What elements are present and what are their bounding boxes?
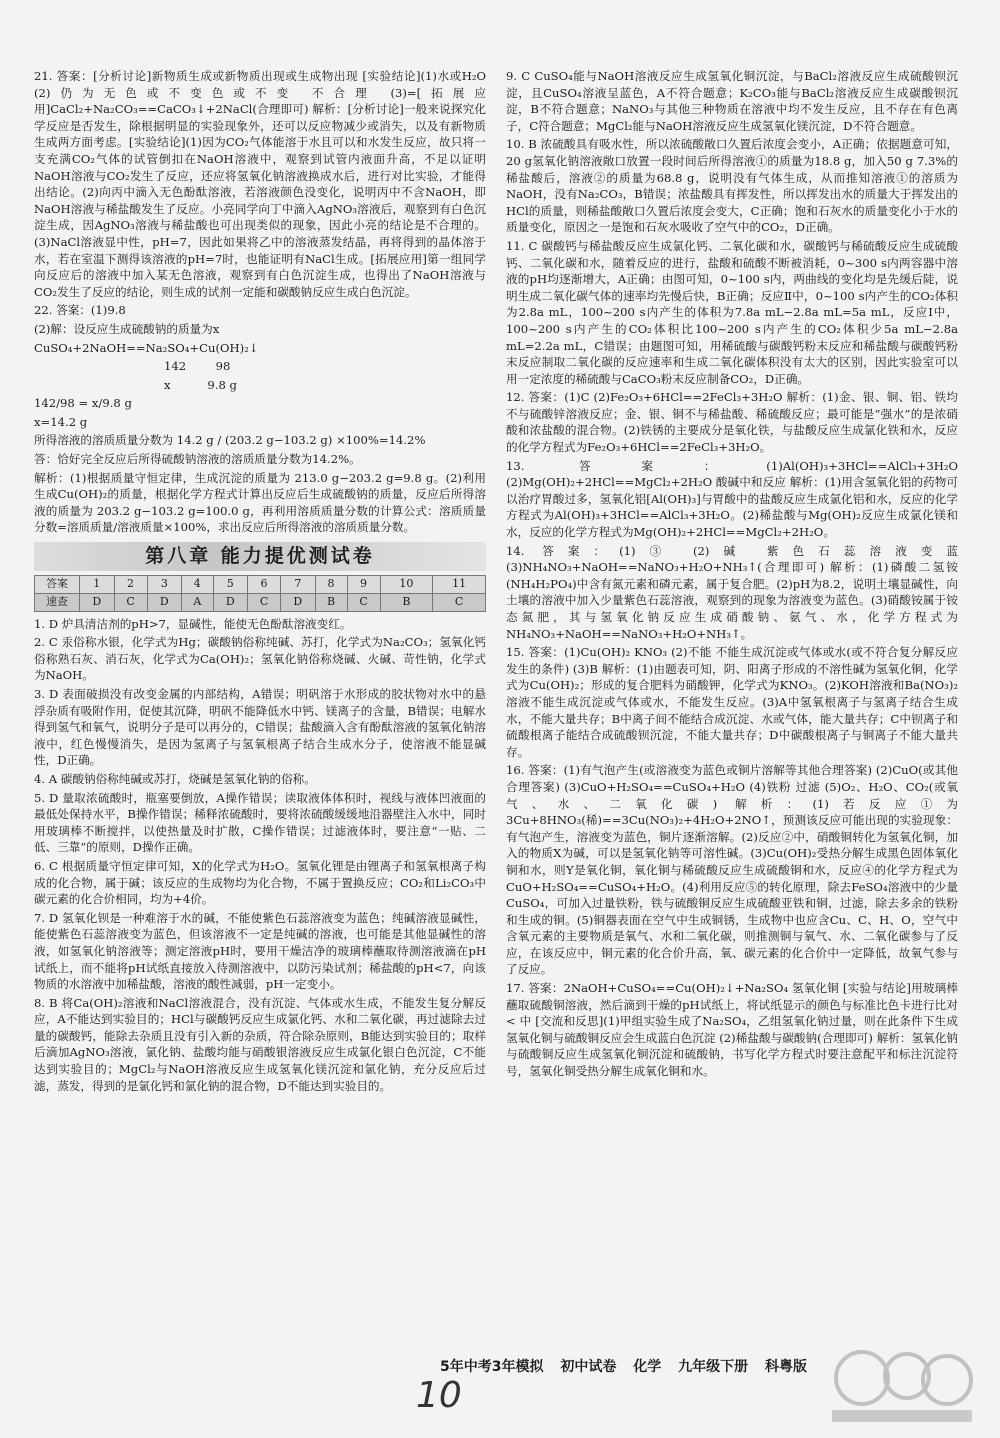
grid-ans: D xyxy=(147,593,182,611)
grid-num: 9 xyxy=(347,575,380,593)
q22-unknown-row: x 9.8 g xyxy=(164,377,237,392)
q16-answer: 16. 答案：(1)有气泡产生(或溶液变为蓝色或铜片溶解等其他合理答案) (2)CuO(或其他合理答案) (3)CuO+H₂SO₄==CuSO₄+H₂O (4)铁粉 过滤 (5)O₂、H₂O、CO₂(或氧气、水、二氧化碳) 解析：(1)若反应①为3Cu+8HNO₃(稀)==3Cu(NO₃)₂+4H₂O+2NO↑，预测该反应可能出现的实验现象：有气泡产生，溶液变为蓝色，铜片逐渐溶解。(2)反应②中，硝酸铜转化为氢氧化铜，加入的物质X为碱，可以是氢氧化钠等可溶性碱。(3)Cu(OH)₂受热分解生成黑色固体氧化铜和水，则Y是氧化铜，氧化铜与稀硫酸反应生成硫酸铜和水，反应④的化学方程式为CuO+H₂SO₄==CuSO₄+H₂O。(4)利用反应⑤的转化原理，除去FeSO₄溶液中的少量CuSO₄，可加入过量铁粉，铁与硫酸铜反应生成硫酸亚铁和铜，过滤，除去多余的铁粉和生成的铜。(5)铜器表面在空气中生成铜锈，生成物中也应含Cu、C、H、O，空气中含氧元素的主要物质是氧气、水和二氧化碳，则推测铜与氧气、水、二氧化碳参与了反应，在该反应中，铜元素的化合价升高，氧、碳元素的化合价中一定降低，故氧气参与了反应。 xyxy=(506,763,958,977)
q22-answer: 22. 答案：(1)9.8 xyxy=(34,303,126,318)
grid-num: 7 xyxy=(281,575,316,593)
q22-explanation: 解析：(1)根据质量守恒定律，生成沉淀的质量为 213.0 g−203.2 g=9.8 g。(2)利用生成Cu(OH)₂的质量，根据化学方程式计算出反应后生成硫酸钠的质量，反应后所得溶液的质量为 203.2 g−103.2 g=100.0 g，再利用溶质质量分数的计算公式：溶质质量分数=溶质质量/溶液质量×100%，求出反应后所得溶液的溶质质量分数。 xyxy=(34,470,486,535)
q4-answer: 4. A 碳酸钠俗称纯碱或苏打，烧碱是氢氧化钠的俗称。 xyxy=(34,771,316,786)
q9-answer: 9. C CuSO₄能与NaOH溶液反应生成氢氧化铜沉淀，与BaCl₂溶液反应生成硫酸钡沉淀，且CuSO₄溶液呈蓝色，A不符合题意；K₂CO₃能与BaCl₂溶液反应生成碳酸钡沉淀，B不符合题意；NaNO₃与其他三种物质在溶液中均不发生反应，且不存在有色离子，C符合题意；MgCl₂能与NaOH溶液反应生成氢氧化镁沉淀，D不符合题意。 xyxy=(506,69,958,133)
q22-setup: (2)解：设反应生成硫酸钠的质量为x xyxy=(34,321,220,336)
q14-answer: 14. 答案：(1)③ (2)碱 紫色石蕊溶液变蓝 (3)NH₄NO₃+NaOH==NaNO₃+H₂O+NH₃↑(合理即可) 解析：(1)磷酸二氢铵(NH₄H₂PO₄)中含有氮元素和磷元素，属于复合肥。(2)pH为8.2，说明土壤显碱性，向土壤的溶液中加入少量紫色石蕊溶液，观察到的现象为溶液变为蓝色。(3)硝酸铵属于铵态氮肥，其与氢氧化钠反应生成硝酸钠、氨气、水，化学方程式为NH₄NO₃+NaOH==NaNO₃+H₂O+NH₃↑。 xyxy=(506,543,958,641)
q22-equation: CuSO₄+2NaOH==Na₂SO₄+Cu(OH)₂↓ xyxy=(34,340,259,355)
grid-ans: C xyxy=(347,593,380,611)
grid-ans: D xyxy=(80,593,115,611)
left-column xyxy=(34,68,486,1096)
grid-num: 4 xyxy=(182,575,213,593)
q3-answer: 3. D 表面破损没有改变金属的内部结构，A错误；明矾溶于水形成的胶状物对水中的悬浮杂质有吸附作用，促使其沉降，明矾不能降低水中钙、镁离子的含量，B错误；电解水得到氢气和氧气，说明分子是可以再分的，C错误；盐酸滴入含有酚酞溶液的氢氧化钠溶液中，红色慢慢消失，是因为氢离子与氢氧根离子结合生成水分子，使溶液不能显碱性，D正确。 xyxy=(34,687,486,768)
q6-answer: 6. C 根据质量守恒定律可知，X的化学式为H₂O。氢氧化锂是由锂离子和氢氧根离子构成的化合物，属于碱；该反应的生成物均为化合物，不属于置换反应；CO₂和Li₂CO₃中碳元素的化合价相同，均为+4价。 xyxy=(34,858,486,907)
q7-answer: 7. D 氢氧化钡是一种难溶于水的碱，不能使紫色石蕊溶液变为蓝色；纯碱溶液显碱性，能使紫色石蕊溶液变为蓝色，但该溶液不一定是纯碱的溶液，也可能是其他显碱性的溶液，如氢氧化钠溶液等；测定溶液pH时，要用干燥洁净的玻璃棒蘸取待测溶液滴在pH试纸上，而不能将pH试纸直接放入待测溶液中，以防污染试剂；稀盐酸的pH<7，向该物质的水溶液中加稀盐酸，溶液的酸性减弱，pH一定变小。 xyxy=(34,910,486,992)
q13-answer: 13. 答案：(1)Al(OH)₃+3HCl==AlCl₃+3H₂O (2)Mg(OH)₂+2HCl==MgCl₂+2H₂O 酸碱中和反应 解析：(1)用含氢氧化铝的药物可以治疗胃酸过多，氢氧化铝[Al(OH)₃]与胃酸中的盐酸反应生成氯化铝和水，反应的化学方程式为Al(OH)₃+3HCl==AlCl₃+3H₂O。(2)稀盐酸与Mg(OH)₂反应生成氯化镁和水，反应的化学方程式为Mg(OH)₂+2HCl==MgCl₂+2H₂O。 xyxy=(506,458,958,540)
grid-num: 8 xyxy=(315,575,347,593)
footer-subject: 化学 xyxy=(633,1359,662,1375)
q22-fraction: 所得溶液的溶质质量分数为 14.2 g / (203.2 g−103.2 g) ×100%=14.2% xyxy=(34,433,426,448)
grid-ans: C xyxy=(433,593,486,611)
q22-ratio: 142/98 = x/9.8 g xyxy=(34,396,132,411)
grid-num: 1 xyxy=(80,575,115,593)
q8-answer: 8. B 将Ca(OH)₂溶液和NaCl溶液混合，没有沉淀、气体或水生成，不能发生复分解反应，A不能达到实验目的；HCl与碳酸钙反应生成氯化钙、水和二氧化碳，再过滤除去过量的碳酸钙，能除去杂质且没有引入新的杂质，符合除杂原则，B能达到实验目的；取样后滴加AgNO₃溶液，氯化钠、盐酸均能与硝酸银溶液反应生成氯化银白色沉淀，C不能达到实验目的；MgCl₂与NaOH溶液反应生成氢氧化镁沉淀和氯化钠，充分反应后过滤，蒸发，得到的是氯化钙和氯化钠的混合物，D不能达到实验目的。 xyxy=(34,995,486,1093)
footer-edition: 科粤版 xyxy=(764,1359,807,1375)
q1-answer: 1. D 炉具清洁剂的pH>7，显碱性，能使无色酚酞溶液变红。 xyxy=(34,616,352,631)
answer-grid xyxy=(34,575,486,612)
grid-num: 6 xyxy=(248,575,281,593)
grid-label-check: 速查 xyxy=(35,593,80,611)
page-number: 10 xyxy=(416,1375,462,1416)
grid-num: 5 xyxy=(213,575,248,593)
grid-num: 11 xyxy=(433,575,486,593)
right-column xyxy=(506,68,958,1082)
q5-answer: 5. D 量取浓硫酸时，瓶塞要倒放，A操作错误；读取液体体积时，视线与液体凹液面的最低处保持水平，B操作错误；稀释浓硫酸时，要将浓硫酸缓缓地沿器壁注入水中，同时用玻璃棒不断搅拌，以使热量及时扩散，C操作错误；过滤液体时，要注意“一贴、二低、三靠”的原则，D操作正确。 xyxy=(34,790,486,855)
grid-num: 3 xyxy=(147,575,182,593)
q15-answer: 15. 答案：(1)Cu(OH)₂ KNO₃ (2)不能 不能生成沉淀或气体或水(或不符合复分解反应发生的条件) (3)B 解析：(1)由题表可知，阴、阳离子形成的不溶性碱为氢氧化铜，化学式为Cu(OH)₂；形成的复合肥料为硝酸钾，化学式为KNO₃。(2)KOH溶液和Ba(NO₃)₂溶液不能生成沉淀或气体或水，不能发生反应。(3)A中氢氧根离子与氢离子结合生成水，不能大量共存；B中离子间不能结合成沉淀、水或气体，能大量共存；C中钡离子和硫酸根离子能结合成硫酸钡沉淀，不能大量共存；D中碳酸根离子与铜离子不能大量共存。 xyxy=(506,645,958,759)
grid-ans: D xyxy=(213,593,248,611)
q22-conclusion: 答：恰好完全反应后所得硫酸钠溶液的溶质质量分数为14.2%。 xyxy=(34,452,361,467)
q11-answer: 11. C 碳酸钙与稀盐酸反应生成氯化钙、二氧化碳和水，碳酸钙与稀硫酸反应生成硫酸钙、二氧化碳和水，随着反应的进行，盐酸和硫酸不断被消耗，0~300 s内两容器中溶液的pH均逐渐增大，A正确；由图可知，0~100 s内，两曲线的变化均是先缓后陡，说明生成二氧化碳气体的速率均先慢后快，B正确；反应Ⅱ中，0~100 s内产生的CO₂体积为2.8a mL，100~200 s内产生的体积为7.8a mL−2.8a mL=5a mL，反应Ⅰ中，100~200 s内产生的CO₂体积比100~200 s内产生的CO₂体积少5a mL−2.8a mL=2.2a mL，C错误；由题图可知，用稀硫酸与碳酸钙粉末反应和稀盐酸与碳酸钙粉末反应制取二氧化碳的反应速率和生成二氧化碳体积没有太大的区别，因此实验室可以用一定浓度的稀硫酸与CaCO₃粉末反应制备CO₂，D正确。 xyxy=(506,238,958,386)
chapter-heading: 第八章 能力提优测试卷 xyxy=(34,542,486,571)
q22-result: x=14.2 g xyxy=(34,414,88,429)
q2-answer: 2. C 汞俗称水银，化学式为Hg；碳酸钠俗称纯碱、苏打，化学式为Na₂CO₃；氢氧化钙俗称熟石灰、消石灰，化学式为Ca(OH)₂；氢氧化钠俗称烧碱、火碱、苛性钠，化学式为NaOH。 xyxy=(34,635,486,683)
footer-grade: 九年级下册 xyxy=(678,1359,749,1375)
grid-ans: D xyxy=(281,593,316,611)
grid-ans: C xyxy=(248,593,281,611)
grid-ans: C xyxy=(114,593,147,611)
grid-label-answer: 答案 xyxy=(35,575,80,593)
watermark-logo-icon xyxy=(822,1338,982,1428)
grid-ans: B xyxy=(315,593,347,611)
grid-num: 2 xyxy=(114,575,147,593)
grid-ans: A xyxy=(182,593,213,611)
q10-answer: 10. B 浓硫酸具有吸水性，所以浓硫酸敞口久置后浓度会变小，A正确；依据题意可知，20 g氢氧化钠溶液敞口放置一段时间后所得溶液①的质量为18.8 g，加入50 g 7.3%的稀盐酸后，溶液②的质量为68.8 g，说明没有气体生成，从而推知溶液①的溶质为NaOH，没有Na₂CO₃，B错误；浓盐酸具有挥发性，所以挥发出水的质量大于挥发出的HCl的质量，则稀盐酸敞口久置后浓度会变大，C正确；饱和石灰水的质量变化小于水的质量变化，原因之一是饱和石灰水吸收了空气中的CO₂，D正确。 xyxy=(506,137,958,235)
q12-answer: 12. 答案：(1)C (2)Fe₂O₃+6HCl==2FeCl₃+3H₂O 解析：(1)金、银、铜、铝、铁均不与硫酸锌溶液反应；金、银、铜不与稀盐酸、稀硫酸反应；最可能是“强水”的是浓硝酸和浓盐酸的混合物。(2)铁锈的主要成分是氧化铁，与盐酸反应生成氯化铁和水，反应的化学方程式为Fe₂O₃+6HCl==2FeCl₃+3H₂O。 xyxy=(506,390,958,455)
q21-answer: 21. 答案：[分析讨论]新物质生成或新物质出现或生成物出现 [实验结论](1)水或H₂O (2)仍为无色或不变色或不变 不合理 (3)=[拓展应用]CaCl₂+Na₂CO₃==CaCO₃↓+2NaCl(合理即可) 解析：[分析讨论]一般来说探究化学反应是否发生，除根据明显的实验现象外，还可以反应物减少或消失，以及有新物质生成两方面考虑。[实验结论](1)因为CO₂气体能溶于水且可以和水发生反应，故只将一支充满CO₂气体的试管倒扣在NaOH溶液中，观察到试管内液面升高，不足以证明NaOH溶液与CO₂发生了反应，还应将氢氧化钠溶液换成水后，进行对比实验，才能得出结论。(2)向丙中滴入无色酚酞溶液，若溶液颜色没变化，说明丙中不含NaOH，即NaOH溶液与稀盐酸发生了反应。小亮同学向丁中滴入AgNO₃溶液后，观察到有白色沉淀生成，因AgNO₃溶液与稀盐酸也可出现类似的现象，因此小亮的结论是不合理的。(3)NaCl溶液显中性，pH=7，因此如果将乙中的溶液蒸发结晶，再将得到的晶体溶于水，若在室温下测得该溶液的pH=7时，也能证明有NaCl生成。[拓展应用]第一组同学向反应后的溶液中加入某无色溶液，观察到有白色沉淀生成，也得出了NaOH溶液与CO₂发生了反应的结论，则生成的试剂一定能和碳酸钠反应生成白色沉淀。 xyxy=(34,69,486,299)
q22-mass-row: 142 98 xyxy=(164,359,231,374)
footer-level: 初中试卷 xyxy=(560,1359,617,1375)
q17-answer: 17. 答案：2NaOH+CuSO₄==Cu(OH)₂↓+Na₂SO₄ 氢氧化铜 [实验与结论]用玻璃棒蘸取硫酸铜溶液，然后滴到干燥的pH试纸上，将试纸显示的颜色与标准比色卡进行比对 < 中 [交流和反思](1)甲组实验生成了Na₂SO₄，乙组氢氧化钠过量，则在此条件下生成氢氧化铜与硫酸铜反应会生成蓝白色沉淀 (2)稀盐酸与碳酸钠(合理即可) 解析：氢氧化钠与硫酸铜反应生成氢氧化铜沉淀和硫酸钠，书写化学方程式时要注意配平和标注沉淀符号，氢氧化铜受热分解生成氧化铜和水。 xyxy=(506,981,958,1079)
grid-ans: B xyxy=(380,593,433,611)
footer-series: 5年中考3年模拟 xyxy=(440,1359,544,1375)
grid-num: 10 xyxy=(380,575,433,593)
